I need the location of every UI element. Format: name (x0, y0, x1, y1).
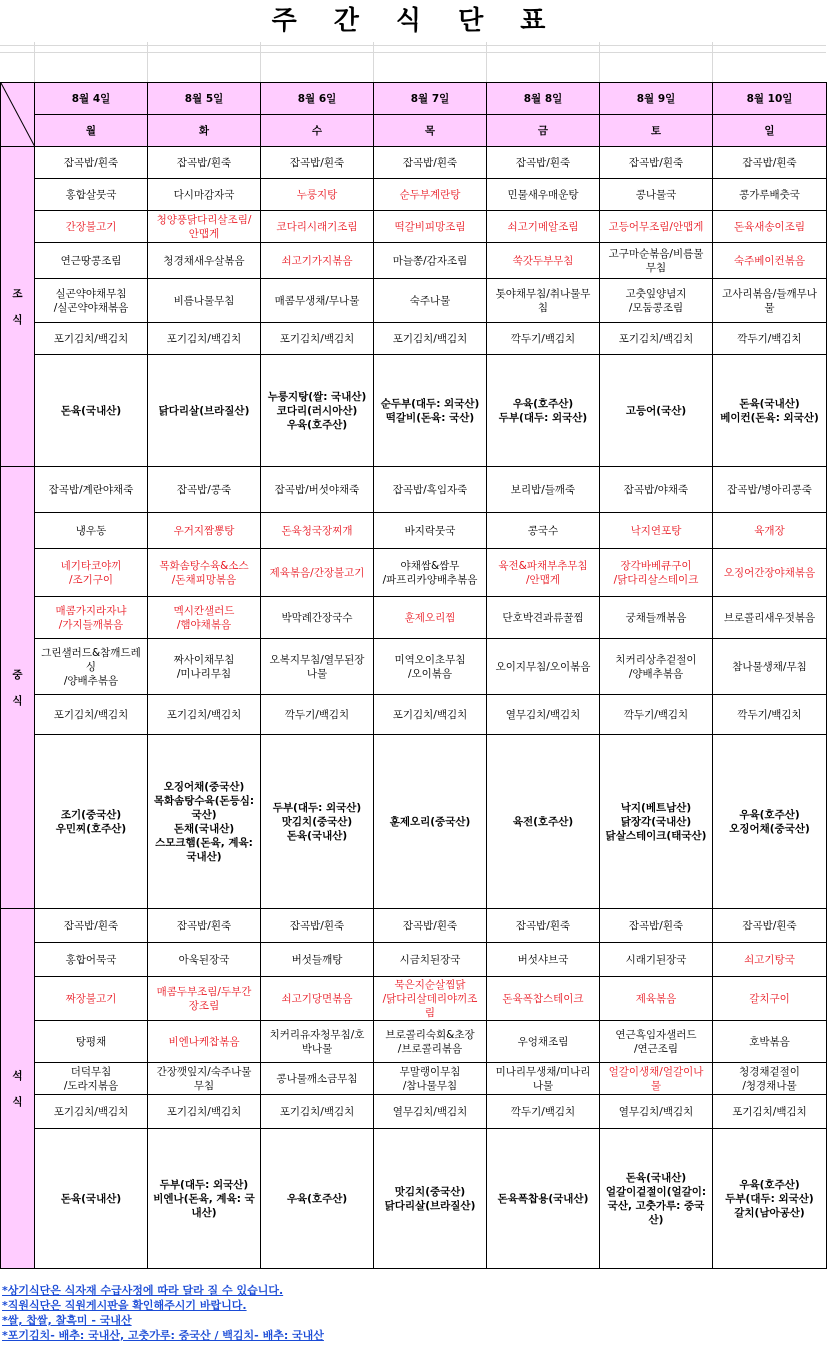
date-header: 8월 6일 (261, 83, 374, 115)
dish-cell: 쇠고기탕국 (713, 943, 827, 977)
dish-cell: 포기김치/백김치 (374, 323, 487, 355)
origin-cell: 우육(호주산) 두부(대두: 외국산) 갈치(남아공산) (713, 1129, 827, 1269)
dish-cell: 콩나물깨소금무침 (261, 1063, 374, 1095)
dish-cell: 고구마순볶음/비름물 무침 (600, 243, 713, 279)
dish-cell: 치커리유자청무침/호 박나물 (261, 1021, 374, 1063)
dish-cell: 연근땅콩조림 (35, 243, 148, 279)
dish-cell: 잡곡밥/흰죽 (261, 909, 374, 943)
dish-cell: 짜사이채무침 /미나리무침 (148, 639, 261, 695)
origin-cell: 누룽지탕(쌀: 국내산) 코다리(러시아산) 우육(호주산) (261, 355, 374, 467)
dish-cell: 호박볶음 (713, 1021, 827, 1063)
dish-cell: 브로콜리숙회&초장 /브로콜리볶음 (374, 1021, 487, 1063)
dish-cell: 잡곡밥/흰죽 (487, 147, 600, 179)
dish-cell: 열무김치/백김치 (600, 1095, 713, 1129)
date-header: 8월 7일 (374, 83, 487, 115)
dish-cell: 잡곡밥/계란야채죽 (35, 467, 148, 513)
dish-cell: 떡갈비피망조림 (374, 211, 487, 243)
menu-row (1, 909, 827, 943)
dish-cell: 열무김치/백김치 (374, 1095, 487, 1129)
dish-cell: 시래기된장국 (600, 943, 713, 977)
dish-cell: 장각바베큐구이 /닭다리살스테이크 (600, 549, 713, 597)
origin-cell: 돈육(국내산) 얼갈이겉절이(얼갈이: 국산, 고춧가루: 중국 산) (600, 1129, 713, 1269)
dish-cell: 쇠고기당면볶음 (261, 977, 374, 1021)
dish-cell: 낙지연포탕 (600, 513, 713, 549)
menu-row (1, 211, 827, 243)
origin-cell: 오징어채(중국산) 목화솜탕수육(돈등심: 국산) 돈채(국내산) 스모크햄(돈육, 계육: 국내산) (148, 735, 261, 909)
dish-cell: 아욱된장국 (148, 943, 261, 977)
footnote: *쌀, 찹쌀, 찰흑미 - 국내산 (2, 1314, 132, 1327)
dish-cell: 버섯들깨탕 (261, 943, 374, 977)
dish-cell: 짜장불고기 (35, 977, 148, 1021)
footnote: *직원식단은 직원게시판을 확인해주시기 바랍니다. (2, 1299, 247, 1312)
weekly-menu-table (0, 82, 827, 1269)
menu-row (1, 1129, 827, 1269)
dish-cell: 홍합살뭇국 (35, 179, 148, 211)
dish-cell: 비름나물무침 (148, 279, 261, 323)
dish-cell: 간장깻잎지/숙주나물 무침 (148, 1063, 261, 1095)
dish-cell: 미역오이초무침 /오이볶음 (374, 639, 487, 695)
diagonal-line (1, 83, 35, 147)
dish-cell: 잡곡밥/흰죽 (600, 147, 713, 179)
dish-cell: 돈육폭찹스테이크 (487, 977, 600, 1021)
origin-cell: 두부(대두: 외국산) 비엔나(돈육, 계육: 국 내산) (148, 1129, 261, 1269)
menu-row (1, 1095, 827, 1129)
dish-cell: 잡곡밥/흰죽 (374, 147, 487, 179)
dish-cell: 참나물생채/무침 (713, 639, 827, 695)
dish-cell: 콩국수 (487, 513, 600, 549)
dish-cell: 포기김치/백김치 (35, 1095, 148, 1129)
origin-cell: 낙지(베트남산) 닭장각(국내산) 닭살스테이크(태국산) (600, 735, 713, 909)
meal-label: 조 식 (1, 147, 35, 467)
dish-cell: 훈제오리찜 (374, 597, 487, 639)
dish-cell: 잡곡밥/콩죽 (148, 467, 261, 513)
origin-cell: 우육(호주산) 두부(대두: 외국산) (487, 355, 600, 467)
menu-row (1, 639, 827, 695)
dish-cell: 다시마감자국 (148, 179, 261, 211)
date-header: 8월 4일 (35, 83, 148, 115)
dish-cell: 궁채들깨볶음 (600, 597, 713, 639)
dish-cell: 코다리시래기조림 (261, 211, 374, 243)
dish-cell: 잡곡밥/병아리콩죽 (713, 467, 827, 513)
origin-cell: 돈육(국내산) (35, 1129, 148, 1269)
weekday-header: 토 (600, 115, 713, 147)
dish-cell: 매콤두부조림/두부간 장조림 (148, 977, 261, 1021)
spreadsheet-gridlines (0, 42, 826, 82)
weekday-header: 월 (35, 115, 148, 147)
dish-cell: 매콤무생채/무나물 (261, 279, 374, 323)
dish-cell: 비엔나케찹볶음 (148, 1021, 261, 1063)
dish-cell: 쑥갓두부무침 (487, 243, 600, 279)
dish-cell: 갈치구이 (713, 977, 827, 1021)
dish-cell: 목화솜탕수육&소스 /돈채피망볶음 (148, 549, 261, 597)
dish-cell: 고등어무조림/안맵게 (600, 211, 713, 243)
dish-cell: 청양풍닭다리살조림/ 안맵게 (148, 211, 261, 243)
dish-cell: 육개장 (713, 513, 827, 549)
dish-cell: 민물새우매운탕 (487, 179, 600, 211)
dish-cell: 치커리상추겉절이 /양배추볶음 (600, 639, 713, 695)
dish-cell: 잡곡밥/흰죽 (713, 909, 827, 943)
dish-cell: 간장불고기 (35, 211, 148, 243)
dish-cell: 청경채겉절이 /청경채나물 (713, 1063, 827, 1095)
dish-cell: 무말랭이무침 /참나물무침 (374, 1063, 487, 1095)
dish-cell: 포기김치/백김치 (600, 323, 713, 355)
menu-row (1, 355, 827, 467)
dish-cell: 보리밥/들깨죽 (487, 467, 600, 513)
dish-cell: 깍두기/백김치 (713, 323, 827, 355)
dish-cell: 청경채새우살볶음 (148, 243, 261, 279)
dish-cell: 육전&파채부추무침 /안맵게 (487, 549, 600, 597)
dish-cell: 포기김치/백김치 (148, 1095, 261, 1129)
dish-cell: 홍합어묵국 (35, 943, 148, 977)
menu-row (1, 279, 827, 323)
origin-cell: 우육(호주산) 오징어채(중국산) (713, 735, 827, 909)
dish-cell: 시금치된장국 (374, 943, 487, 977)
dish-cell: 쇠고기메알조림 (487, 211, 600, 243)
dish-cell: 잡곡밥/흑임자죽 (374, 467, 487, 513)
dish-cell: 잡곡밥/흰죽 (600, 909, 713, 943)
menu-row (1, 1063, 827, 1095)
dish-cell: 탕평채 (35, 1021, 148, 1063)
dish-cell: 고춧잎양념지 /모둠콩조림 (600, 279, 713, 323)
menu-row (1, 977, 827, 1021)
notes-section (2, 1283, 828, 1343)
dish-cell: 매콤가지라자냐 /가지들깨볶음 (35, 597, 148, 639)
date-header: 8월 10일 (713, 83, 827, 115)
origin-cell: 훈제오리(중국산) (374, 735, 487, 909)
dish-cell: 멕시칸샐러드 /햄야채볶음 (148, 597, 261, 639)
origin-cell: 고등어(국산) (600, 355, 713, 467)
weekday-header: 일 (713, 115, 827, 147)
dish-cell: 단호박견과류꿀찜 (487, 597, 600, 639)
dish-cell: 숙주나물 (374, 279, 487, 323)
dish-cell: 돈육청국장찌개 (261, 513, 374, 549)
menu-row (1, 513, 827, 549)
dish-cell: 톳야채무침/취나물무 침 (487, 279, 600, 323)
date-header: 8월 8일 (487, 83, 600, 115)
dish-cell: 우거지짬뽕탕 (148, 513, 261, 549)
weekday-header: 금 (487, 115, 600, 147)
dish-cell: 숙주베이컨볶음 (713, 243, 827, 279)
dish-cell: 깍두기/백김치 (261, 695, 374, 735)
meal-label: 석 식 (1, 909, 35, 1269)
dish-cell: 포기김치/백김치 (35, 695, 148, 735)
menu-row (1, 467, 827, 513)
menu-row (1, 943, 827, 977)
dish-cell: 콩나물국 (600, 179, 713, 211)
dish-cell: 열무김치/백김치 (487, 695, 600, 735)
origin-cell: 두부(대두: 외국산) 맛김치(중국산) 돈육(국내산) (261, 735, 374, 909)
dish-cell: 누룽지탕 (261, 179, 374, 211)
menu-row (1, 243, 827, 279)
corner-cell (1, 83, 35, 147)
origin-cell: 순두부(대두: 외국산) 떡갈비(돈육: 국산) (374, 355, 487, 467)
origin-cell: 돈육폭찹용(국내산) (487, 1129, 600, 1269)
menu-row (1, 549, 827, 597)
page-title: 주 간 식 단 표 (271, 6, 560, 36)
dish-cell: 고사리볶음/들깨무나 물 (713, 279, 827, 323)
dish-cell: 더덕무침 /도라지볶음 (35, 1063, 148, 1095)
menu-row (1, 147, 827, 179)
dish-cell: 깍두기/백김치 (713, 695, 827, 735)
dish-cell: 브로콜리새우젓볶음 (713, 597, 827, 639)
dish-cell: 오이지무침/오이볶음 (487, 639, 600, 695)
dish-cell: 박막례간장국수 (261, 597, 374, 639)
dish-cell: 버섯샤브국 (487, 943, 600, 977)
dish-cell: 포기김치/백김치 (35, 323, 148, 355)
dish-cell: 포기김치/백김치 (148, 695, 261, 735)
dish-cell: 돈육새송이조림 (713, 211, 827, 243)
dish-cell: 그린샐러드&참깨드레 싱 /양배추볶음 (35, 639, 148, 695)
menu-row (1, 179, 827, 211)
dish-cell: 오복지무침/열무된장 나물 (261, 639, 374, 695)
dish-cell: 묵은지순살찜닭 /닭다리살데리야끼조 림 (374, 977, 487, 1021)
dish-cell: 포기김치/백김치 (713, 1095, 827, 1129)
dish-cell: 잡곡밥/야채죽 (600, 467, 713, 513)
dish-cell: 잡곡밥/흰죽 (374, 909, 487, 943)
dish-cell: 포기김치/백김치 (261, 323, 374, 355)
menu-row (1, 323, 827, 355)
menu-row (1, 597, 827, 639)
dish-cell: 잡곡밥/버섯야채죽 (261, 467, 374, 513)
dish-cell: 잡곡밥/흰죽 (35, 909, 148, 943)
dish-cell: 잡곡밥/흰죽 (148, 147, 261, 179)
dish-cell: 순두부계란탕 (374, 179, 487, 211)
origin-cell: 조기(중국산) 우민찌(호주산) (35, 735, 148, 909)
menu-row (1, 735, 827, 909)
dish-cell: 잡곡밥/흰죽 (713, 147, 827, 179)
dish-cell: 깍두기/백김치 (600, 695, 713, 735)
menu-row (1, 1021, 827, 1063)
dish-cell: 연근흑임자샐러드 /연근조림 (600, 1021, 713, 1063)
dish-cell: 깍두기/백김치 (487, 323, 600, 355)
dish-cell: 우엉채조림 (487, 1021, 600, 1063)
dish-cell: 포기김치/백김치 (148, 323, 261, 355)
dish-cell: 제육볶음/간장불고기 (261, 549, 374, 597)
origin-cell: 돈육(국내산) (35, 355, 148, 467)
dish-cell: 잡곡밥/흰죽 (487, 909, 600, 943)
date-header: 8월 5일 (148, 83, 261, 115)
dish-cell: 야채쌈&쌈무 /파프리카양배추볶음 (374, 549, 487, 597)
origin-cell: 육전(호주산) (487, 735, 600, 909)
dish-cell: 잡곡밥/흰죽 (148, 909, 261, 943)
dish-cell: 네기타코야끼 /조기구이 (35, 549, 148, 597)
dish-cell: 제육볶음 (600, 977, 713, 1021)
dish-cell: 바지락뭇국 (374, 513, 487, 549)
meal-label: 중 식 (1, 467, 35, 909)
weekday-header: 목 (374, 115, 487, 147)
dish-cell: 미나리무생채/미나리 나물 (487, 1063, 600, 1095)
dish-cell: 포기김치/백김치 (374, 695, 487, 735)
weekday-header: 화 (148, 115, 261, 147)
dish-cell: 마늘쫑/감자조림 (374, 243, 487, 279)
dish-cell: 냉우동 (35, 513, 148, 549)
origin-cell: 돈육(국내산) 베이컨(돈육: 외국산) (713, 355, 827, 467)
dish-cell: 쇠고기가지볶음 (261, 243, 374, 279)
footnote: *포기김치- 배추: 국내산, 고춧가루: 중국산 / 백김치- 배추: 국내산 (2, 1329, 324, 1342)
dish-cell: 실곤약야채무침 /실곤약야채볶음 (35, 279, 148, 323)
dish-cell: 포기김치/백김치 (261, 1095, 374, 1129)
dish-cell: 잡곡밥/흰죽 (35, 147, 148, 179)
dish-cell: 콩가루배춧국 (713, 179, 827, 211)
dish-cell: 깍두기/백김치 (487, 1095, 600, 1129)
origin-cell: 맛김치(중국산) 닭다리살(브라질산) (374, 1129, 487, 1269)
weekday-header: 수 (261, 115, 374, 147)
date-header: 8월 9일 (600, 83, 713, 115)
menu-row (1, 695, 827, 735)
footnote: *상기식단은 식자재 수급사정에 따라 달라 질 수 있습니다. (2, 1284, 284, 1297)
dish-cell: 잡곡밥/흰죽 (261, 147, 374, 179)
dish-cell: 얼갈이생채/얼갈이나 물 (600, 1063, 713, 1095)
origin-cell: 닭다리살(브라질산) (148, 355, 261, 467)
dish-cell: 오징어간장야채볶음 (713, 549, 827, 597)
origin-cell: 우육(호주산) (261, 1129, 374, 1269)
